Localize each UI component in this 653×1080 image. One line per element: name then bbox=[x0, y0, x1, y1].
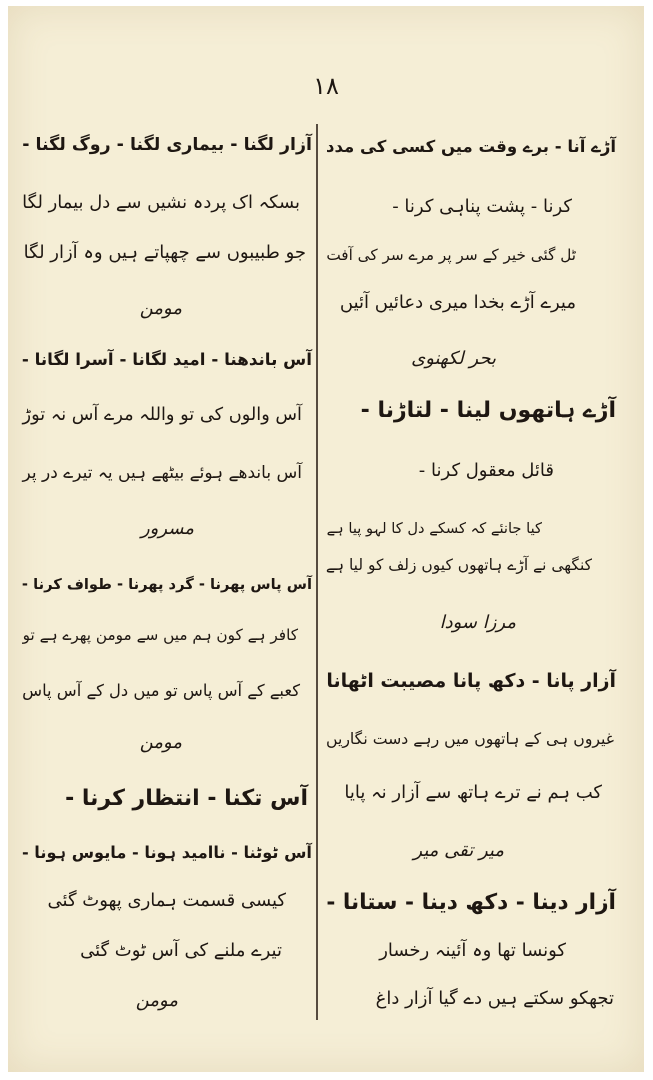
definition-line: کرنا - پشت پناہی کرنا - bbox=[392, 196, 572, 217]
entry-heading: آڑے ہاتھوں لینا - لتاڑنا - bbox=[360, 398, 616, 423]
poet-name: مرزا سودا bbox=[439, 612, 516, 633]
verse-line: تیرے ملنے کی آس ٹوٹ گئی bbox=[80, 940, 282, 961]
entry-heading: آزار لگنا - بیماری لگنا - روگ لگنا - bbox=[22, 135, 312, 155]
page-number: ۱۸ bbox=[313, 72, 339, 100]
verse-line: جو طبیبوں سے چھپاتے ہیں وہ آزار لگا bbox=[23, 242, 306, 263]
verse-line: کعبے کے آس پاس تو میں دل کے آس پاس bbox=[22, 681, 300, 700]
book-page bbox=[8, 6, 644, 1072]
verse-line: آس والوں کی تو واللہ مرے آس نہ توڑ bbox=[22, 405, 302, 425]
verse-line: تجھکو سکتے ہیں دے گیا آزار داغ bbox=[375, 988, 614, 1009]
verse-line: کیسی قسمت ہماری پھوٹ گئی bbox=[47, 890, 286, 911]
poet-name: مومن bbox=[139, 732, 182, 753]
entry-heading: آڑے آنا - برے وقت میں کسی کی مدد bbox=[326, 137, 616, 156]
poet-name: بحر لکھنوی bbox=[411, 348, 496, 369]
verse-line: کیا جانئے کہ کسکے دل کا لہو پیا ہے bbox=[326, 520, 542, 537]
entry-heading: آزار دینا - دکھ دینا - ستانا - bbox=[326, 890, 616, 915]
verse-line: کب ہم نے ترے ہاتھ سے آزار نہ پایا bbox=[344, 782, 602, 803]
entry-heading: آس پاس پھرنا - گرد پھرنا - طواف کرنا - bbox=[21, 576, 312, 593]
verse-line: غیروں ہی کے ہاتھوں میں رہے دست نگاریں bbox=[326, 729, 614, 748]
verse-line: کافر ہے کون ہم میں سے مومن پھرے ہے تو bbox=[22, 626, 298, 644]
verse-line: بسکہ اک پردہ نشیں سے دل بیمار لگا bbox=[22, 192, 300, 213]
verse-line: آس باندھے ہوئے بیٹھے ہیں یہ تیرے در پر bbox=[22, 463, 302, 483]
verse-line: میرے آڑے بخدا میری دعائیں آئیں bbox=[339, 292, 576, 313]
poet-name: مومن bbox=[135, 990, 178, 1011]
entry-heading: آس ٹوٹنا - ناامید ہونا - مایوس ہونا - bbox=[21, 843, 312, 862]
poet-name: میر تقی میر bbox=[413, 840, 504, 861]
definition-line: قائل معقول کرنا - bbox=[418, 460, 554, 481]
entry-heading: آزار پانا - دکھ پانا مصیبت اٹھانا bbox=[326, 670, 616, 692]
entry-heading: آس باندھنا - امید لگانا - آسرا لگانا - bbox=[21, 349, 312, 369]
column-divider bbox=[316, 124, 318, 1020]
verse-line: کنگھی نے آڑے ہاتھوں کیوں زلف کو لیا ہے bbox=[325, 556, 592, 574]
poet-name: مومن bbox=[139, 298, 182, 319]
poet-name: مسرور bbox=[140, 518, 194, 539]
verse-line: کونسا تھا وہ آئینہ رخسار bbox=[379, 940, 566, 961]
entry-heading: آس تکنا - انتظار کرنا - bbox=[65, 786, 308, 811]
verse-line: ٹل گئی خیر کے سر پر مرے سر کی آفت bbox=[326, 246, 576, 264]
